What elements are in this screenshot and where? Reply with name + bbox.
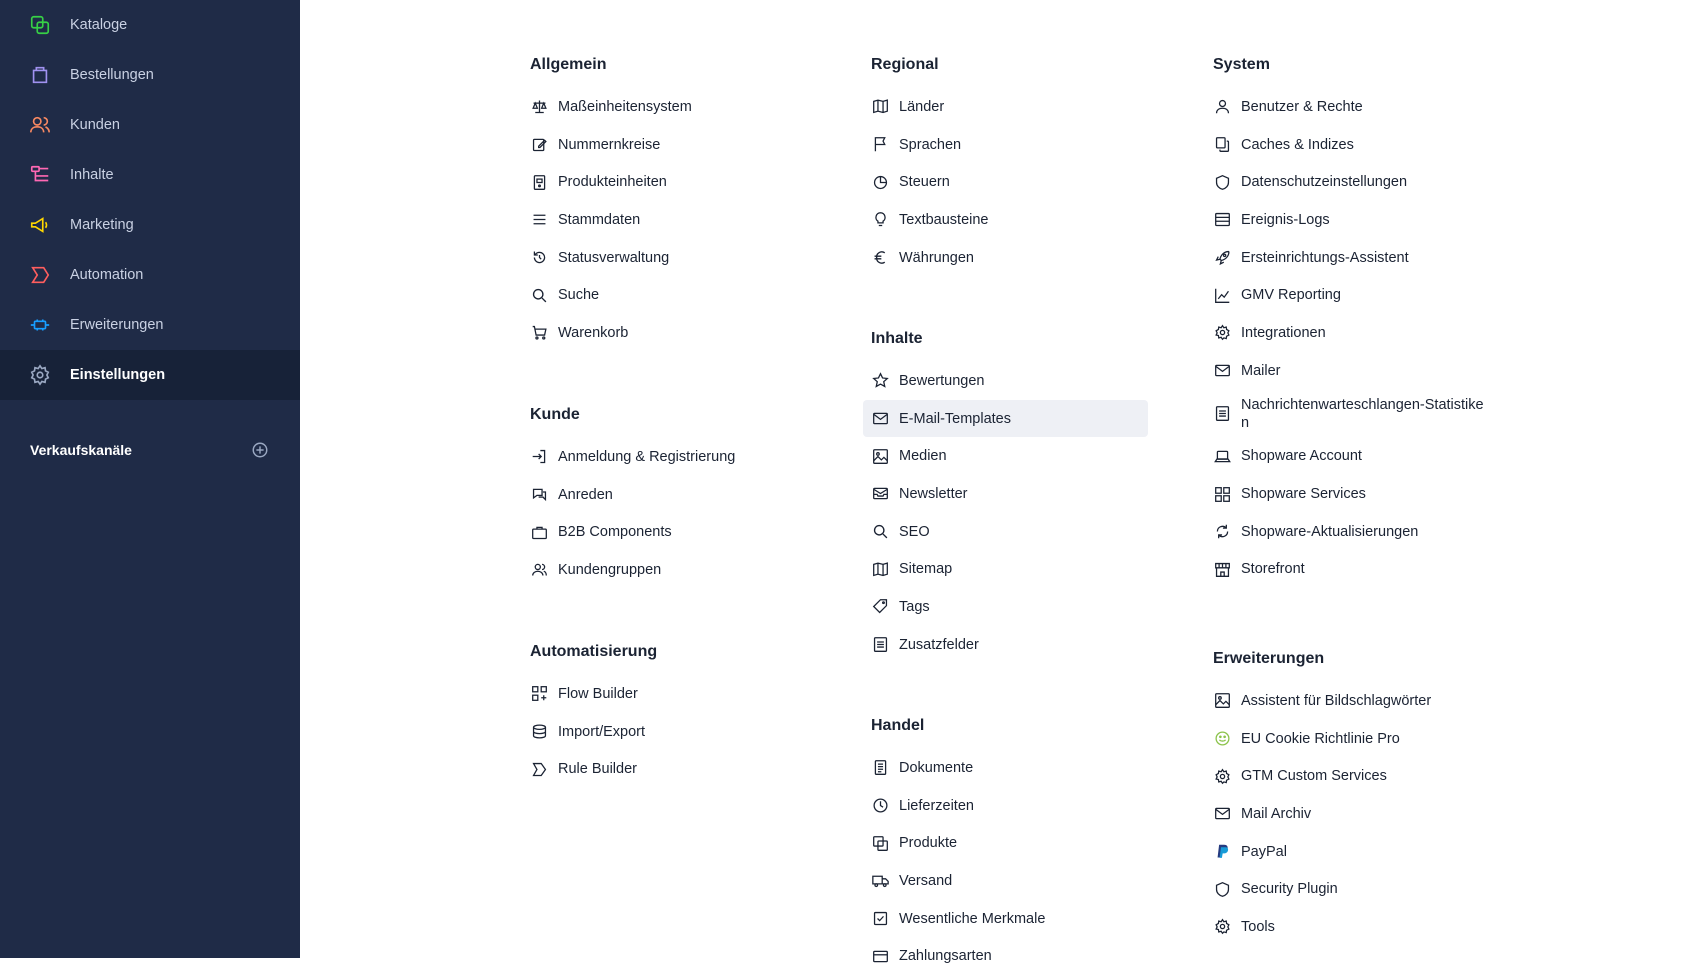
settings-item-anmeldung[interactable]: Anmeldung & Registrierung (530, 438, 830, 476)
users-icon (530, 561, 548, 579)
settings-item-kundengruppen[interactable]: Kundengruppen (530, 551, 830, 589)
shopping-bag-icon (28, 63, 52, 87)
settings-item-security-plugin[interactable]: Security Plugin (1213, 870, 1513, 908)
cart-icon (530, 324, 548, 342)
settings-group-system (1213, 52, 1513, 588)
group-title: Regional (871, 56, 939, 73)
rule-icon (530, 760, 548, 778)
settings-item-masseinheitensystem[interactable]: Maßeinheitensystem (530, 88, 830, 126)
settings-item-paypal[interactable]: PayPal (1213, 833, 1513, 871)
settings-item-zahlungsarten[interactable]: Zahlungsarten (871, 937, 1171, 975)
group-title: System (1213, 56, 1270, 73)
settings-item-import-export[interactable]: Import/Export (530, 713, 830, 751)
pie-chart-icon (871, 173, 889, 191)
sidebar-item-label: Automation (70, 267, 144, 283)
chat-icon (530, 486, 548, 504)
sidebar-item-bestellungen[interactable] (0, 50, 300, 100)
settings-group-allgemein (530, 52, 830, 352)
sign-in-icon (530, 448, 548, 466)
sidebar-item-kunden[interactable] (0, 100, 300, 150)
settings-group-inhalte (871, 326, 1171, 664)
search-icon (871, 523, 889, 541)
envelope-icon (1213, 362, 1231, 380)
map-icon (871, 560, 889, 578)
database-icon (530, 723, 548, 741)
settings-item-mail-archiv[interactable]: Mail Archiv (1213, 795, 1513, 833)
sidebar-item-einstellungen[interactable] (0, 350, 300, 400)
settings-item-dokumente[interactable]: Dokumente (871, 749, 1171, 787)
settings-item-waehrungen[interactable]: Währungen (871, 239, 1171, 277)
paypal-icon (1213, 843, 1231, 861)
sidebar-item-label: Inhalte (70, 167, 114, 183)
settings-item-gmv-reporting[interactable]: GMV Reporting (1213, 276, 1513, 314)
settings-item-laender[interactable]: Länder (871, 88, 1171, 126)
sidebar-item-inhalte[interactable] (0, 150, 300, 200)
group-title: Inhalte (871, 330, 923, 347)
gear-icon (28, 363, 52, 387)
settings-index (300, 0, 1702, 965)
settings-item-medien[interactable]: Medien (871, 437, 1171, 475)
saleschannels-title: Verkaufskanäle (30, 442, 132, 458)
plus-circle-icon[interactable] (250, 440, 270, 460)
settings-item-produkte[interactable]: Produkte (871, 824, 1171, 862)
settings-group-handel (871, 713, 1171, 975)
sidebar-item-automation[interactable] (0, 250, 300, 300)
settings-item-newsletter[interactable]: Newsletter (871, 475, 1171, 513)
settings-item-shopware-services[interactable]: Shopware Services (1213, 475, 1513, 513)
image-icon (871, 447, 889, 465)
settings-item-zusatzfelder[interactable]: Zusatzfelder (871, 626, 1171, 664)
briefcase-icon (530, 523, 548, 541)
settings-item-b2b[interactable]: B2B Components (530, 513, 830, 551)
settings-item-sprachen[interactable]: Sprachen (871, 126, 1171, 164)
gear-icon (1213, 324, 1231, 342)
euro-icon (871, 249, 889, 267)
line-chart-icon (1213, 286, 1231, 304)
storefront-icon (1213, 560, 1231, 578)
envelope-icon (1213, 805, 1231, 823)
search-icon (530, 286, 548, 304)
sidebar-item-erweiterungen[interactable] (0, 300, 300, 350)
settings-item-gtm[interactable]: GTM Custom Services (1213, 757, 1513, 795)
content-icon (28, 163, 52, 187)
megaphone-icon (28, 213, 52, 237)
catalog-icon (28, 13, 52, 37)
settings-item-tags[interactable]: Tags (871, 588, 1171, 626)
shield-icon (1213, 880, 1231, 898)
settings-item-versand[interactable]: Versand (871, 862, 1171, 900)
settings-item-bewertungen[interactable]: Bewertungen (871, 362, 1171, 400)
sync-icon (1213, 523, 1231, 541)
user-icon (1213, 98, 1231, 116)
settings-item-email-templates[interactable]: E-Mail-Templates (863, 400, 1148, 438)
lightbulb-icon (871, 211, 889, 229)
flag-icon (871, 136, 889, 154)
shield-icon (1213, 173, 1231, 191)
rocket-icon (1213, 249, 1231, 267)
settings-item-lieferzeiten[interactable]: Lieferzeiten (871, 787, 1171, 825)
settings-item-produkteinheiten[interactable]: Produkteinheiten (530, 163, 830, 201)
inbox-icon (871, 485, 889, 503)
clock-icon (871, 797, 889, 815)
unit-icon (530, 173, 548, 191)
settings-group-regional (871, 52, 1171, 276)
settings-group-automatisierung (530, 639, 830, 788)
automation-icon (28, 263, 52, 287)
settings-item-caches[interactable]: Caches & Indizes (1213, 126, 1513, 164)
group-title: Allgemein (530, 56, 607, 73)
gear-icon (1213, 767, 1231, 785)
settings-item-shopware-account[interactable]: Shopware Account (1213, 438, 1513, 476)
truck-icon (871, 872, 889, 890)
settings-item-nachrichtenwarteschlangen[interactable]: Nachrichtenwarteschlangen-Statistiken (1213, 390, 1513, 438)
envelope-icon (871, 410, 889, 428)
smiley-icon (1213, 730, 1231, 748)
settings-item-benutzer[interactable]: Benutzer & Rechte (1213, 88, 1513, 126)
server-icon (1213, 211, 1231, 229)
settings-item-eu-cookie[interactable]: EU Cookie Richtlinie Pro (1213, 720, 1513, 758)
settings-item-flow-builder[interactable]: Flow Builder (530, 675, 830, 713)
settings-item-mailer[interactable]: Mailer (1213, 352, 1513, 390)
grid-icon (1213, 485, 1231, 503)
sidebar-item-label: Kunden (70, 117, 120, 133)
products-icon (871, 834, 889, 852)
group-title: Erweiterungen (1213, 650, 1325, 667)
gear-icon (1213, 918, 1231, 936)
settings-item-seo[interactable]: SEO (871, 513, 1171, 551)
settings-item-integrationen[interactable]: Integrationen (1213, 314, 1513, 352)
list-box-icon (871, 636, 889, 654)
image-icon (1213, 692, 1231, 710)
settings-item-steuern[interactable]: Steuern (871, 163, 1171, 201)
star-icon (871, 372, 889, 390)
scale-icon (530, 98, 548, 116)
sidebar-item-label: Erweiterungen (70, 317, 164, 333)
list-box-icon (1213, 405, 1231, 423)
flow-icon (530, 685, 548, 703)
settings-item-nummernkreise[interactable]: Nummernkreise (530, 126, 830, 164)
group-title: Kunde (530, 406, 580, 423)
settings-item-stammdaten[interactable]: Stammdaten (530, 201, 830, 239)
bars-icon (530, 211, 548, 229)
settings-item-storefront[interactable]: Storefront (1213, 551, 1513, 589)
settings-item-anreden[interactable]: Anreden (530, 476, 830, 514)
sidebar-item-label: Einstellungen (70, 367, 166, 383)
settings-item-textbausteine[interactable]: Textbausteine (871, 201, 1171, 239)
saleschannels-header (30, 440, 270, 460)
settings-item-ereignis-logs[interactable]: Ereignis-Logs (1213, 201, 1513, 239)
sidebar-item-label: Bestellungen (70, 67, 154, 83)
sidebar-item-label: Kataloge (70, 17, 128, 33)
users-icon (28, 113, 52, 137)
sidebar-item-marketing[interactable] (0, 200, 300, 250)
history-icon (530, 249, 548, 267)
map-icon (871, 98, 889, 116)
settings-item-rule-builder[interactable]: Rule Builder (530, 750, 830, 788)
checkbox-icon (871, 910, 889, 928)
settings-item-tools[interactable]: Tools (1213, 908, 1513, 946)
sidebar-item-label: Marketing (70, 217, 134, 233)
settings-item-merkmale[interactable]: Wesentliche Merkmale (871, 900, 1171, 938)
settings-item-suche[interactable]: Suche (530, 276, 830, 314)
settings-item-sitemap[interactable]: Sitemap (871, 550, 1171, 588)
group-title: Handel (871, 717, 925, 734)
group-title: Automatisierung (530, 643, 658, 660)
edit-icon (530, 136, 548, 154)
sidebar-item-kataloge[interactable] (0, 0, 300, 50)
settings-item-ersteinrichtung[interactable]: Ersteinrichtungs-Assistent (1213, 239, 1513, 277)
settings-item-bildschlagwoerter[interactable]: Assistent für Bildschlagwörter (1213, 682, 1513, 720)
copy-icon (1213, 136, 1231, 154)
settings-group-erweiterungen (1213, 646, 1513, 946)
credit-card-icon (871, 947, 889, 965)
settings-item-statusverwaltung[interactable]: Statusverwaltung (530, 239, 830, 277)
laptop-icon (1213, 447, 1231, 465)
plug-icon (28, 313, 52, 337)
admin-sidebar (0, 0, 300, 958)
tag-icon (871, 598, 889, 616)
settings-item-warenkorb[interactable]: Warenkorb (530, 314, 830, 352)
document-icon (871, 759, 889, 777)
settings-item-datenschutz[interactable]: Datenschutzeinstellungen (1213, 163, 1513, 201)
settings-item-aktualisierungen[interactable]: Shopware-Aktualisierungen (1213, 513, 1513, 551)
settings-group-kunde (530, 402, 830, 589)
